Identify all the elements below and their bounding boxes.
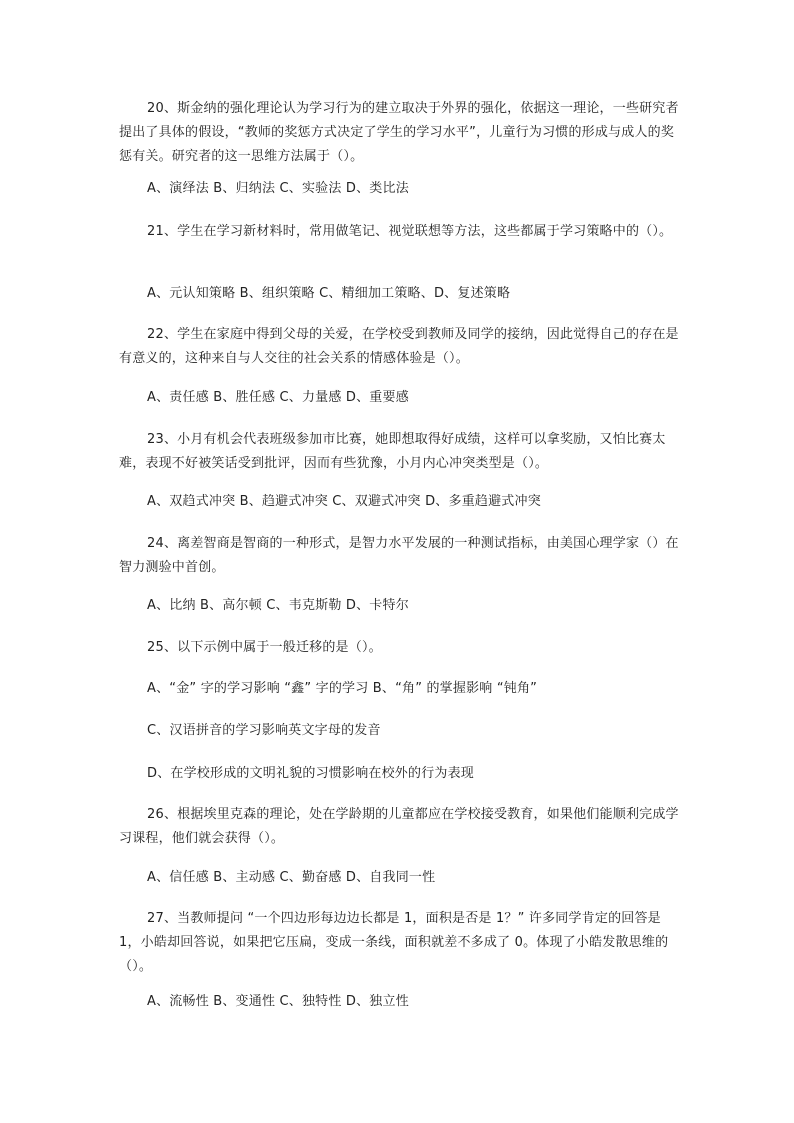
question-22-options: A、责任感 B、胜任感 C、力量感 D、重要感 [147,390,409,405]
question-26-options: A、信任感 B、主动感 C、勤奋感 D、自我同一性 [147,870,436,885]
question-27: 27、当教师提问 “一个四边形每边边长都是 1，面积是否是 1？” 许多同学肯定的回答是 1，小皓却回答说，如果把它压扁，变成一条线，面积就差不多成了 0。体现了小皓发散思维的（）。 [119,911,669,974]
question-27-options: A、流畅性 B、变通性 C、独特性 D、独立性 [147,994,409,1009]
question-21: 21、学生在学习新材料时，常用做笔记、视觉联想等方法，这些都属于学习策略中的（）。 [147,224,673,239]
question-23-options: A、双趋式冲突 B、趋避式冲突 C、双避式冲突 D、多重趋避式冲突 [147,494,541,509]
question-20-options: A、演绎法 B、归纳法 C、实验法 D、类比法 [147,181,409,196]
question-24-options: A、比纳 B、高尔顿 C、韦克斯勒 D、卡特尔 [147,598,409,613]
question-25: 25、以下示例中属于一般迁移的是（）。 [147,640,382,655]
question-20: 20、斯金纳的强化理论认为学习行为的建立取决于外界的强化，依据这一理论，一些研究者提出了具体的假设，“教师的奖惩方式决定了学生的学习水平”，儿童行为习惯的形成与成人的奖惩有关。研究者的这一思维方法属于（）。 [119,101,679,164]
question-22: 22、学生在家庭中得到父母的关爱，在学校受到教师及同学的接纳，因此觉得自己的存在是有意义的，这种来自与人交往的社会关系的情感体验是（）。 [119,327,679,366]
question-25-option-d: D、在学校形成的文明礼貌的习惯影响在校外的行为表现 [147,766,475,781]
question-24: 24、离差智商是智商的一种形式，是智力水平发展的一种测试指标，由美国心理学家（）在智力测验中首创。 [119,536,679,575]
question-25-options-ab: A、“金” 字的学习影响 “鑫” 字的学习 B、“角” 的掌握影响 “钝角” [147,681,538,696]
question-21-options: A、元认知策略 B、组织策略 C、精细加工策略、D、复述策略 [147,286,511,301]
question-23: 23、小月有机会代表班级参加市比赛，她即想取得好成绩，这样可以拿奖励，又怕比赛太难，表现不好被笑话受到批评，因而有些犹豫，小月内心冲突类型是（）。 [119,432,666,471]
question-26: 26、根据埃里克森的理论，处在学龄期的儿童都应在学校接受教育，如果他们能顺利完成学习课程，他们就会获得（）。 [119,807,679,846]
question-25-option-c: C、汉语拼音的学习影响英文字母的发音 [147,723,381,738]
